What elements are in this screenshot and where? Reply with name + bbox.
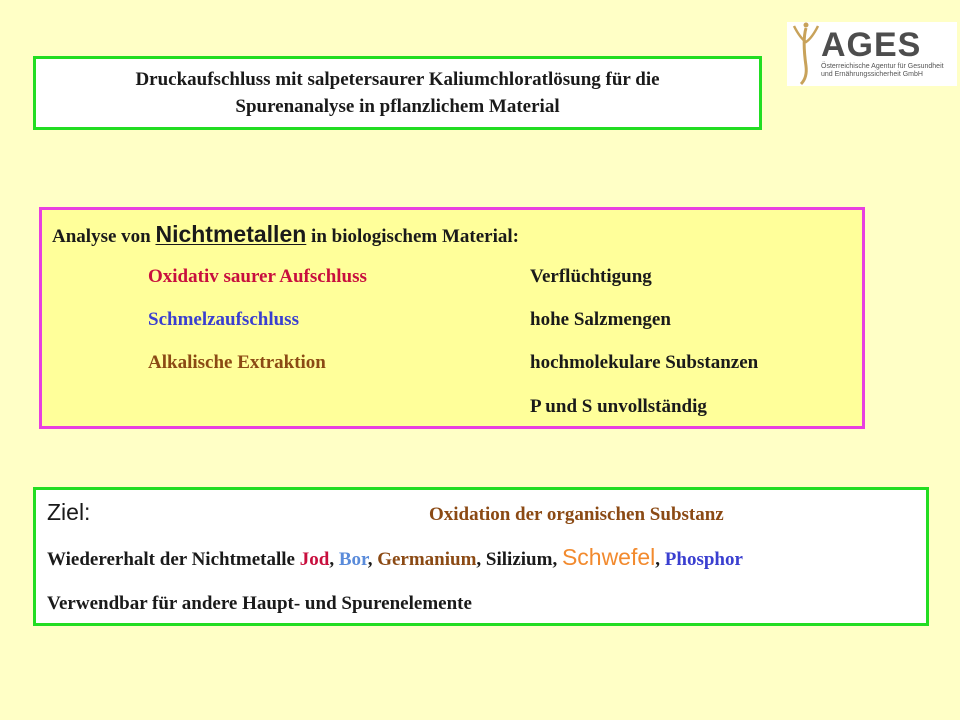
title-box — [33, 56, 762, 130]
ages-logo — [787, 22, 957, 86]
logo-subtitle-line-1: Österreichische Agentur für Gesundheit — [821, 63, 944, 70]
title-line-2: Spurenanalyse in pflanzlichem Material — [235, 96, 560, 117]
element-silizium: Silizium — [485, 549, 553, 570]
element-schwefel: Schwefel — [561, 544, 656, 570]
logo-subtitle-line-2: und Ernährungssicherheit GmbH — [821, 71, 923, 78]
element-bor: Bor — [338, 549, 368, 570]
heading-emphasis: Nichtmetallen — [155, 221, 307, 247]
nonmetals-box — [39, 207, 865, 429]
sep-3: , — [476, 549, 486, 570]
issue-salzmengen: hohe Salzmengen — [530, 309, 671, 330]
method-oxidativ: Oxidativ saurer Aufschluss — [148, 266, 367, 287]
logo-brand: AGES — [821, 26, 922, 64]
sep-4: , — [552, 549, 562, 570]
goal-text: Oxidation der organischen Substanz — [429, 504, 724, 525]
ages-figure-icon — [789, 22, 823, 86]
sep-2: , — [367, 549, 378, 570]
goal-box — [33, 487, 929, 626]
goal-label: Ziel: — [47, 499, 91, 525]
recovery-line — [47, 544, 743, 571]
title-line-1: Druckaufschluss mit salpetersaurer Kaliumchloratlösung für die — [135, 69, 660, 90]
issue-hochmolekular: hochmolekulare Substanzen — [530, 352, 759, 373]
issue-p-und-s: P und S unvollständig — [530, 396, 707, 417]
heading-prefix: Analyse von — [52, 226, 156, 247]
logo-subtitle — [821, 63, 957, 79]
heading-suffix: in biologischem Material: — [306, 226, 519, 247]
usage-line: Verwendbar für andere Haupt- und Spurenelemente — [47, 593, 472, 614]
sep-5: , — [655, 549, 665, 570]
recovery-prefix: Wiedererhalt der Nichtmetalle — [47, 549, 300, 570]
element-phosphor: Phosphor — [664, 549, 743, 570]
element-germanium: Germanium — [377, 549, 477, 570]
method-schmelz: Schmelzaufschluss — [148, 309, 299, 330]
sep-1: , — [329, 549, 339, 570]
method-alkalisch: Alkalische Extraktion — [148, 352, 326, 373]
nonmetals-heading — [52, 221, 519, 248]
element-jod: Jod — [299, 549, 330, 570]
issue-verfluechtigung: Verflüchtigung — [530, 266, 652, 287]
